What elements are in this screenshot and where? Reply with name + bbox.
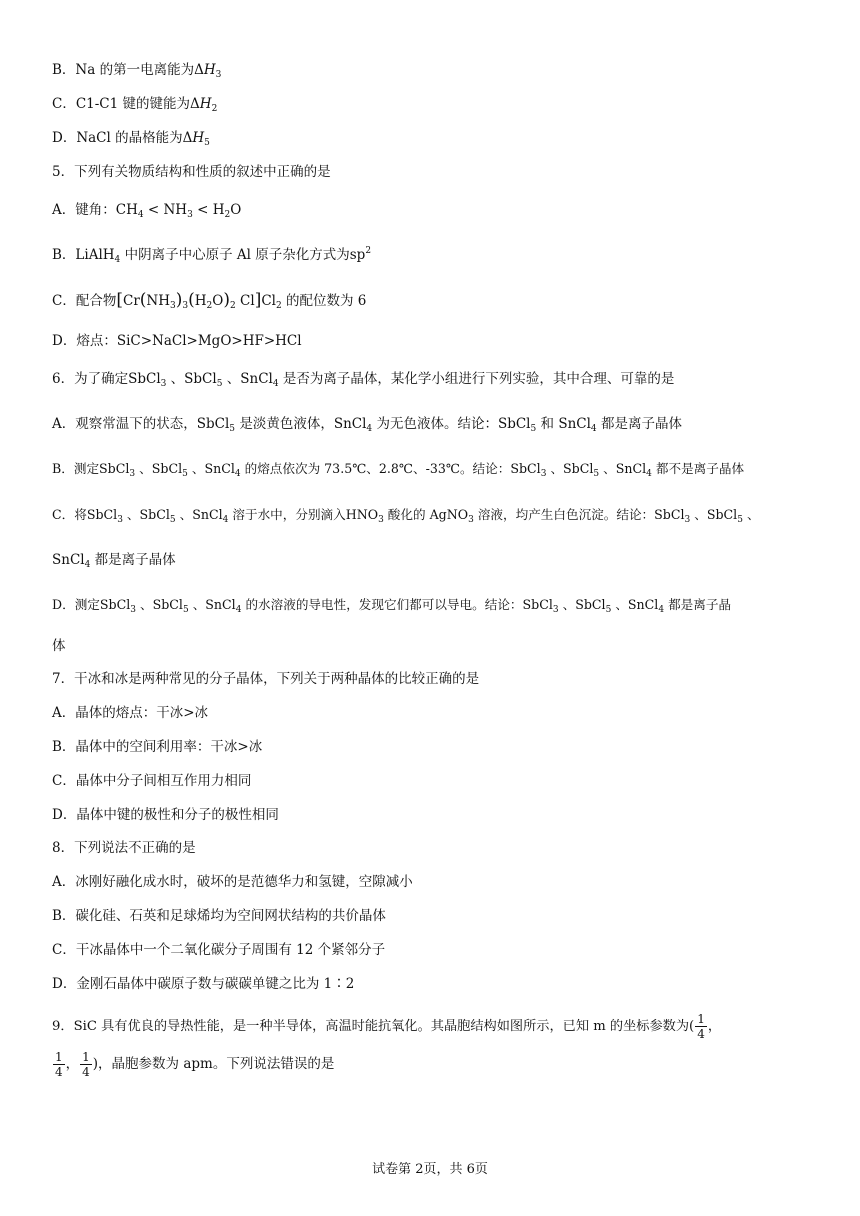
q8-option-c: C．干冰晶体中一个二氧化碳分子周围有 12 个紧邻分子 [52,942,386,958]
q8-stem: 8．下列说法不正确的是 [52,840,196,856]
q7-option-d: D．晶体中键的极性和分子的极性相同 [52,807,279,823]
q8-option-b: B．碳化硅、石英和足球烯均为空间网状结构的共价晶体 [52,908,386,924]
q6-option-d: D．测定SbCl$_3$ 、SbCl$_5$ 、SnCl$_4$ 的水溶液的导电性，发现它们都可以导电。结论：SbCl$_3$ 、SbCl$_5$ 、SnCl$_4$ 都是离子晶 [52,597,732,615]
fraction-one-quarter: $\frac{1}{4}$ [55,1050,63,1079]
q7-stem: 7．干冰和冰是两种常见的分子晶体，下列关于两种晶体的比较正确的是 [52,671,480,687]
q7-option-b: B．晶体中的空间利用率：干冰>冰 [52,739,263,755]
q5-stem: 5．下列有关物质结构和性质的叙述中正确的是 [52,164,331,180]
q8-option-a: A．冰刚好融化成水时，破坏的是范德华力和氢键，空隙减小 [52,874,413,890]
fraction-one-quarter: $\frac{1}{4}$ [697,1012,705,1041]
q6-option-c: C．将SbCl$_3$ 、SbCl$_5$ 、SnCl$_4$ 溶于水中，分别滴入$HNO_3$ 酸化的 AgNO$_3$ 溶液，均产生白色沉淀。结论：SbCl$_3$ 、SbCl$_5$ 、 [52,507,760,525]
q6-option-b: B．测定SbCl$_3$ 、SbCl$_5$ 、SnCl$_4$ 的熔点依次为 73.5℃、2.8℃、-33℃。结论：SbCl$_3$ 、SbCl$_5$ 、SnCl$_4$ 都不是离子晶体 [52,461,745,479]
q8-option-d: D．金刚石晶体中碳原子数与碳碳单键之比为 1∶2 [52,976,355,992]
q7-option-c: C．晶体中分子间相互作用力相同 [52,773,252,789]
q6-option-a: A．观察常温下的状态，SbCl$_5$ 是淡黄色液体，SnCl$_4$ 为无色液体。结论：SbCl$_5$ 和 SnCl$_4$ 都是离子晶体 [52,416,682,434]
q6-stem: 6．为了确定SbCl$_3$ 、SbCl$_5$ 、SnCl$_4$ 是否为离子晶体，某化学小组进行下列实验，其中合理、可靠的是 [52,371,675,389]
q7-option-a: A．晶体的熔点：干冰>冰 [52,705,209,721]
q6-option-c-cont: SnCl$_4$ 都是离子晶体 [52,552,176,570]
q9-stem: 9．SiC 具有优良的导热性能，是一种半导体，高温时能抗氧化。其晶胞结构如图所示，已知 m 的坐标参数为( $\frac{1}{4}$ ， [52,1012,722,1041]
q4-option-d: D．NaCl 的晶格能为$\Delta H_5$ [52,130,210,148]
q5-option-d: D．熔点：SiC>NaCl>MgO>HF>HCl [52,333,302,349]
q5-option-c: C．配合物[$Cr(NH_3)_3(H_2O)_2$ $Cl]Cl_2$ 的配位数为 6 [52,290,367,311]
page-footer: 试卷第 2页，共 6页 [372,1162,488,1177]
fraction-one-quarter: $\frac{1}{4}$ [82,1050,90,1079]
q5-option-a: A．键角：$CH_4 < NH_3 < H_2O$ [52,202,242,220]
q4-option-c: C．C1-C1 键的键能为$\Delta H_2$ [52,96,218,114]
q6-option-d-cont: 体 [52,638,66,654]
q5-option-b: B．LiAlH$_4$ 中阴离子中心原子 Al 原子杂化方式为$sp^2$ [52,246,372,265]
q9-stem-cont: $\frac{1}{4}$ ， $\frac{1}{4}$ )，晶胞参数为 apm。下列说法错误的是 [55,1050,335,1079]
q4-option-b: B．Na 的第一电离能为$\Delta H_3$ [52,62,222,80]
